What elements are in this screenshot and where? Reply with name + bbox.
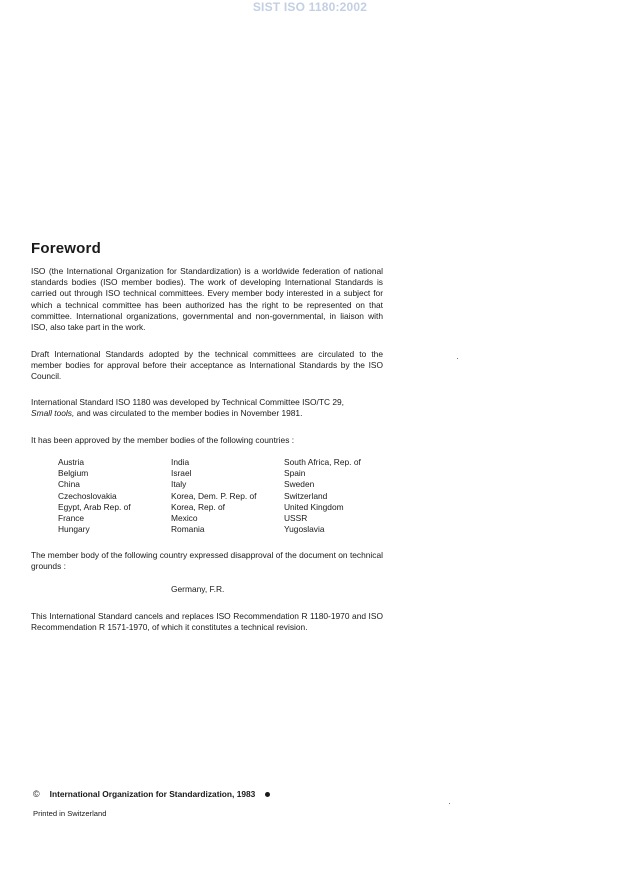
paragraph-iso-intro: ISO (the International Organization for Standardization) is a worldwide federation of national standards bodies (ISO member bodies). The work of developing International Standards is carried out through ISO technical committees. Every member body interested in a subject for which a technical committee has been authorized has the right to be represented on that committee. International organizations, governmental and non-governmental, in liaison with ISO, also take part in the work. <box>31 266 383 333</box>
country-name: Spain <box>284 468 306 479</box>
scan-speck <box>457 358 458 359</box>
country-name: Israel <box>171 468 192 479</box>
country-name: USSR <box>284 513 308 524</box>
development-text-b: and was circulated to the member bodies in November 1981. <box>74 408 303 419</box>
country-name: Egypt, Arab Rep. of <box>58 501 131 512</box>
country-name: Hungary <box>58 524 90 535</box>
country-name: Austria <box>58 457 85 467</box>
paragraph-replacement: This International Standard cancels and replaces ISO Recommendation R 1180-1970 and ISO Recommendation R 1571-1970, of which it constitutes a technical revision. <box>31 611 383 633</box>
copyright-line <box>33 789 270 799</box>
page-title: Foreword <box>31 240 101 257</box>
paragraph-draft-standards: Draft International Standards adopted by the technical committees are circulated to the member bodies for approval before their acceptance as International Standards by the ISO Council. <box>31 349 383 382</box>
country-name: China <box>58 479 80 490</box>
watermark-header: SIST ISO 1180:2002 <box>252 0 368 14</box>
printed-in: Printed in Switzerland <box>33 809 107 818</box>
copyright-text: International Organization for Standardization, 1983 <box>49 789 256 799</box>
paragraph-approval: It has been approved by the member bodies of the following countries : <box>31 435 295 445</box>
countries-column-2 <box>171 457 284 535</box>
committee-name: Small tools, <box>31 408 75 419</box>
country-name: India <box>171 457 190 467</box>
country-name: Korea, Rep. of <box>171 501 226 512</box>
scan-speck <box>449 803 450 804</box>
country-name: Switzerland <box>284 490 328 501</box>
development-text-a: International Standard ISO 1180 was developed by Technical Committee ISO/TC 29, <box>31 397 344 407</box>
country-name: Korea, Dem. P. Rep. of <box>171 490 257 501</box>
countries-column-1 <box>58 457 171 535</box>
country-name: France <box>58 513 85 524</box>
approving-countries-list <box>58 457 388 535</box>
paragraph-disapproval: The member body of the following country expressed disapproval of the document on technical grounds : <box>31 550 383 572</box>
country-name: Sweden <box>284 479 315 490</box>
country-name: United Kingdom <box>284 501 344 512</box>
copyright-icon: © <box>33 789 40 799</box>
country-name: Italy <box>171 479 187 490</box>
country-name: Yugoslavia <box>284 524 325 535</box>
country-name: Czechoslovakia <box>58 490 117 501</box>
country-name: Mexico <box>171 513 198 524</box>
country-name: Romania <box>171 524 205 535</box>
countries-column-3 <box>284 457 388 535</box>
country-name: South Africa, Rep. of <box>284 457 361 467</box>
country-name: Belgium <box>58 468 89 479</box>
paragraph-development <box>31 397 383 419</box>
disapproving-country: Germany, F.R. <box>171 584 225 594</box>
bullet-icon <box>265 792 270 797</box>
